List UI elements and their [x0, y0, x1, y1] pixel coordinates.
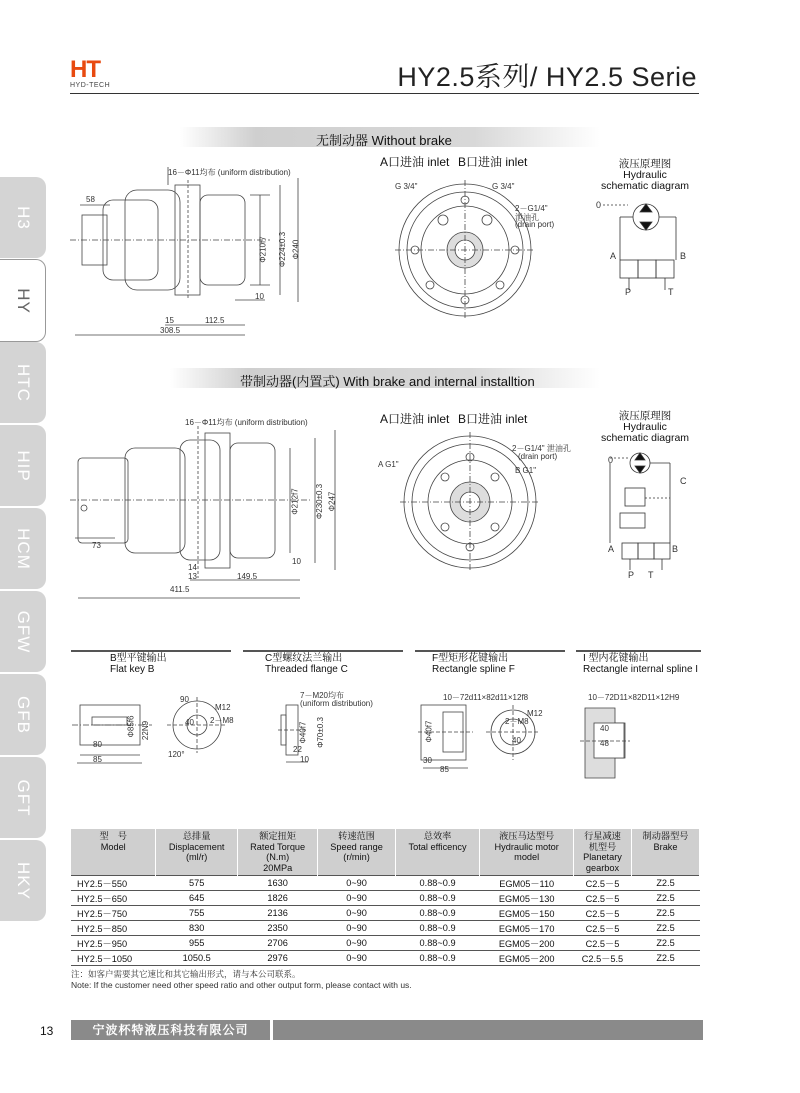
hyd-title-en-1-brake: Hydraulic [623, 421, 667, 433]
port-b-g1: B G1" [515, 466, 537, 475]
dim-14: 14 [188, 563, 197, 572]
sym-p-brake: P [628, 570, 635, 580]
dim-c-d40: Φ40f7 [298, 721, 308, 744]
sym-0-top: 0 [596, 200, 602, 210]
dim-13: 13 [188, 572, 197, 581]
port-a-g1: A G1" [378, 460, 399, 469]
table-cell: Z2.5 [632, 906, 700, 921]
dim-58: 58 [86, 195, 95, 204]
side-tab-label: GFB [14, 695, 33, 734]
dim-d230: Φ230±0.3 [315, 483, 325, 520]
company-name: 宁波杯特液压科技有限公司 [71, 1020, 270, 1040]
side-tab-gfb[interactable] [0, 674, 46, 755]
header-line: Total efficency [408, 841, 467, 852]
table-header-cell [395, 829, 480, 876]
logo-subtitle: HYD-TECH [70, 82, 111, 89]
output-c-en: Threaded flange C [265, 664, 348, 675]
sym-p-top: P [625, 287, 632, 297]
table-cell: 2976 [237, 951, 318, 966]
side-tab-label: HTC [14, 363, 33, 402]
dim-c-uniform: (uniform distribution) [300, 699, 373, 708]
table-cell: Z2.5 [632, 921, 700, 936]
dim-i-spline: 10－72D11×82D11×12H9 [588, 693, 680, 702]
table-cell: 2136 [237, 906, 318, 921]
table-cell: HY2.5－650 [71, 891, 156, 906]
output-f-cn: F型矩形花键输出 [432, 653, 509, 664]
dim-d212: Φ212f7 [290, 488, 300, 515]
table-cell: HY2.5－950 [71, 936, 156, 951]
inlet-a-label: A口进油 inlet [380, 155, 450, 169]
output-c-cn: C型螺纹法兰输出 [265, 653, 343, 664]
dim-b-40: 40 [185, 718, 194, 727]
side-tab-label: GFW [14, 610, 33, 653]
table-cell: 955 [156, 936, 237, 951]
dim-b-m8: 2－M8 [210, 716, 234, 725]
side-tab-gft[interactable] [0, 757, 46, 838]
table-header-cell [71, 829, 156, 876]
port-g-right: G 3/4" [492, 182, 515, 191]
table-cell: EGM05－150 [480, 906, 574, 921]
table-cell: C2.5－5.5 [573, 951, 631, 966]
dim-d247: Φ247 [327, 491, 337, 512]
dim-b-m12: M12 [215, 703, 231, 712]
table-header-cell [573, 829, 631, 876]
header-line: (N.m) [266, 852, 290, 862]
side-tab-hky[interactable] [0, 840, 46, 921]
hydraulic-schematic-with-brake [600, 448, 690, 578]
dim-f-40: 40 [512, 736, 521, 745]
table-cell: 0~90 [318, 951, 395, 966]
table-cell: 2350 [237, 921, 318, 936]
table-row [71, 891, 700, 906]
table-cell: Z2.5 [632, 876, 700, 891]
table-row [71, 936, 700, 951]
hyd-title-cn-brake: 液压原理图 [618, 410, 672, 422]
hyd-title-en-1: Hydraulic [623, 169, 667, 181]
table-row [71, 876, 700, 891]
motor-side-view-with-brake [70, 408, 350, 603]
header-line: Hydraulic motor [494, 841, 559, 852]
dim-d240: Φ240 [291, 239, 301, 260]
dim-c-22: 22 [293, 745, 302, 754]
header-line: 行星减速 [584, 831, 621, 841]
table-cell: 1826 [237, 891, 318, 906]
dim-d224: Φ224±0.3 [278, 231, 288, 268]
drain-note-3: (drain port) [515, 220, 555, 229]
header-line: 总排量 [182, 831, 211, 841]
table-cell: 0.88~0.9 [395, 906, 480, 921]
table-row [71, 921, 700, 936]
dim-10-brake: 10 [292, 557, 301, 566]
table-header-cell [480, 829, 574, 876]
side-tab-label: GFT [14, 779, 33, 816]
table-cell: Z2.5 [632, 951, 700, 966]
table-cell: 2706 [237, 936, 318, 951]
output-c-title [265, 653, 348, 675]
bolt-note-brake: 16－Φ11均布 (uniform distribution) [185, 418, 308, 427]
table-cell: EGM05－130 [480, 891, 574, 906]
drain-note-brake-1: 2－G1/4" 泄油孔 [512, 444, 571, 453]
header-line: (r/min) [343, 852, 370, 862]
dim-c-m20: 7－M20均布 [300, 691, 345, 700]
dim-b-120: 120° [168, 750, 185, 759]
section-title-without-brake: 无制动器 Without brake [316, 133, 452, 148]
output-i-title [583, 653, 698, 675]
table-cell: 0~90 [318, 906, 395, 921]
dim-308-5: 308.5 [160, 326, 181, 335]
table-cell: EGM05－200 [480, 936, 574, 951]
dim-c-d70: Φ70±0.3 [315, 717, 325, 748]
header-divider [70, 93, 699, 94]
page-number: 13 [40, 1024, 54, 1038]
table-cell: 0.88~0.9 [395, 891, 480, 906]
side-tab-hip[interactable] [0, 425, 46, 506]
output-b-en: Flat key B [110, 664, 155, 675]
footer-bar [273, 1020, 703, 1040]
dim-b-22n9: 22N9 [141, 720, 151, 741]
dim-411-5: 411.5 [170, 585, 190, 594]
side-tab-hy[interactable] [0, 259, 46, 342]
side-tab-hcm[interactable] [0, 508, 46, 589]
output-b-cn: B型平键输出 [110, 653, 167, 664]
header-line: 机型号 [588, 841, 617, 852]
dim-i-40: 40 [600, 724, 609, 733]
output-i-bar [576, 650, 701, 652]
dim-b-d85: Φ85f6 [126, 715, 136, 738]
table-cell: 0~90 [318, 921, 395, 936]
sym-a-brake: A [608, 544, 615, 554]
table-header-row [71, 829, 700, 876]
side-tab-label: HY [13, 287, 33, 314]
output-f-title [432, 653, 515, 675]
motor-end-view-no-brake [395, 180, 535, 320]
hydraulic-schematic-no-brake [598, 195, 693, 300]
table-cell: C2.5－5 [573, 921, 631, 936]
dim-f-85: 85 [440, 765, 449, 774]
dim-f-d40: Φ40f7 [424, 720, 434, 743]
inlet-a-label-brake: A口进油 inlet [380, 412, 450, 426]
spec-table [71, 829, 700, 966]
header-line: (ml/r) [185, 852, 208, 862]
table-cell: HY2.5－550 [71, 876, 156, 891]
output-c-bar [243, 650, 403, 652]
sym-t-brake: T [648, 570, 654, 580]
drain-note-brake-2: (drain port) [518, 452, 558, 461]
header-line: 型 号 [99, 831, 127, 841]
dim-b-90: 90 [180, 695, 189, 704]
drain-note-2: 泄油孔 [515, 213, 539, 222]
header-line: Model [100, 841, 126, 852]
output-b-bar [71, 650, 231, 652]
logo-mark: HT [70, 56, 100, 83]
table-header-cell [237, 829, 318, 876]
sym-c-brake: C [680, 476, 687, 486]
table-cell: 0.88~0.9 [395, 876, 480, 891]
dim-f-30: 30 [423, 756, 432, 765]
dim-d210: Φ210f7 [258, 236, 268, 263]
header-line: 液压马达型号 [499, 831, 555, 841]
output-i-en: Rectangle internal spline I [583, 664, 699, 675]
motor-side-view-no-brake [70, 160, 310, 340]
dim-73: 73 [92, 541, 101, 550]
table-cell: HY2.5－1050 [71, 951, 156, 966]
header-line: model [514, 852, 540, 862]
dim-10: 10 [255, 292, 264, 301]
table-cell: HY2.5－850 [71, 921, 156, 936]
side-tab-h3[interactable] [0, 177, 46, 258]
header-line: 额定扭矩 [259, 831, 297, 841]
dim-b-80: 80 [93, 740, 102, 749]
note-en: Note: If the customer need other speed ratio and other output form, please contact with us. [71, 980, 412, 990]
dim-112-5: 112.5 [205, 316, 225, 325]
note-cn: 注：如客户需要其它速比和其它输出形式，请与本公司联系。 [71, 969, 301, 979]
table-cell: EGM05－110 [480, 876, 574, 891]
table-cell: 0.88~0.9 [395, 936, 480, 951]
table-cell: 755 [156, 906, 237, 921]
table-cell: C2.5－5 [573, 891, 631, 906]
hyd-title-en-2-brake: schematic diagram [600, 432, 690, 444]
sym-b-brake: B [672, 544, 679, 554]
header-line: Displacement [168, 841, 225, 852]
dim-f-m8: 2－M8 [505, 717, 529, 726]
output-i-cn: I 型内花键输出 [583, 653, 649, 664]
page-title: HY2.5系列/ HY2.5 Serie [397, 62, 697, 92]
table-cell: 830 [156, 921, 237, 936]
table-cell: 645 [156, 891, 237, 906]
sym-0-brake: 0 [608, 455, 614, 465]
table-cell: 0.88~0.9 [395, 951, 480, 966]
side-tab-htc[interactable] [0, 342, 46, 423]
header-line: 制动器型号 [642, 831, 689, 841]
header-line: Speed range [330, 841, 383, 852]
table-cell: 0~90 [318, 891, 395, 906]
side-tab-label: HKY [14, 861, 33, 900]
table-cell: HY2.5－750 [71, 906, 156, 921]
side-tab-label: HCM [14, 527, 33, 570]
table-cell: EGM05－170 [480, 921, 574, 936]
dim-149-5: 149.5 [237, 572, 258, 581]
table-row [71, 906, 700, 921]
table-cell: 0~90 [318, 876, 395, 891]
output-b-title [110, 653, 167, 675]
table-header-cell [318, 829, 395, 876]
dim-b-85: 85 [93, 755, 102, 764]
table-cell: 1630 [237, 876, 318, 891]
output-f-en: Rectangle spline F [432, 664, 515, 675]
table-body [71, 876, 700, 966]
header-line: 转速范围 [338, 831, 375, 841]
table-row [71, 951, 700, 966]
table-cell: C2.5－5 [573, 906, 631, 921]
dim-f-spline: 10－72d11×82d11×12f8 [443, 693, 529, 702]
table-cell: 1050.5 [156, 951, 237, 966]
header-line: Rated Torque [250, 841, 306, 852]
side-tab-gfw[interactable] [0, 591, 46, 672]
sym-b-top: B [680, 251, 687, 261]
output-f-bar [415, 650, 565, 652]
table-cell: C2.5－5 [573, 936, 631, 951]
dim-15: 15 [165, 316, 174, 325]
table-cell: 575 [156, 876, 237, 891]
sym-a-top: A [610, 251, 617, 261]
side-tab-label: H3 [14, 205, 33, 230]
table-cell: Z2.5 [632, 936, 700, 951]
section-title-with-brake: 带制动器(内置式) With brake and internal installtion [240, 374, 535, 389]
side-tab-label: HIP [14, 449, 33, 482]
inlet-b-label-brake: B口进油 inlet [458, 412, 528, 426]
table-cell: Z2.5 [632, 891, 700, 906]
sym-t-top: T [668, 287, 674, 297]
header-line: 20MPa [263, 862, 293, 873]
inlet-b-label: B口进油 inlet [458, 155, 528, 169]
dim-f-m12: M12 [527, 709, 543, 718]
port-g-left: G 3/4" [395, 182, 418, 191]
hyd-tech-logo [70, 58, 122, 92]
table-cell: 0~90 [318, 936, 395, 951]
header-line: Planetary [583, 852, 622, 862]
table-cell: C2.5－5 [573, 876, 631, 891]
table-header-cell [156, 829, 237, 876]
header-line: gearbox [585, 862, 620, 873]
header-line: 总效率 [423, 831, 452, 841]
table-cell: 0.88~0.9 [395, 921, 480, 936]
dim-c-10: 10 [300, 755, 309, 764]
header-line: Brake [653, 841, 678, 852]
dim-i-48: 48 [600, 739, 609, 748]
drain-note-1: 2－G1/4" [515, 204, 548, 213]
hyd-title-en-2: schematic diagram [600, 180, 690, 192]
hyd-title-cn: 液压原理图 [618, 158, 672, 170]
bolt-note: 16－Φ11均布 (uniform distribution) [168, 168, 291, 177]
table-header-cell [632, 829, 700, 876]
table-cell: EGM05－200 [480, 951, 574, 966]
